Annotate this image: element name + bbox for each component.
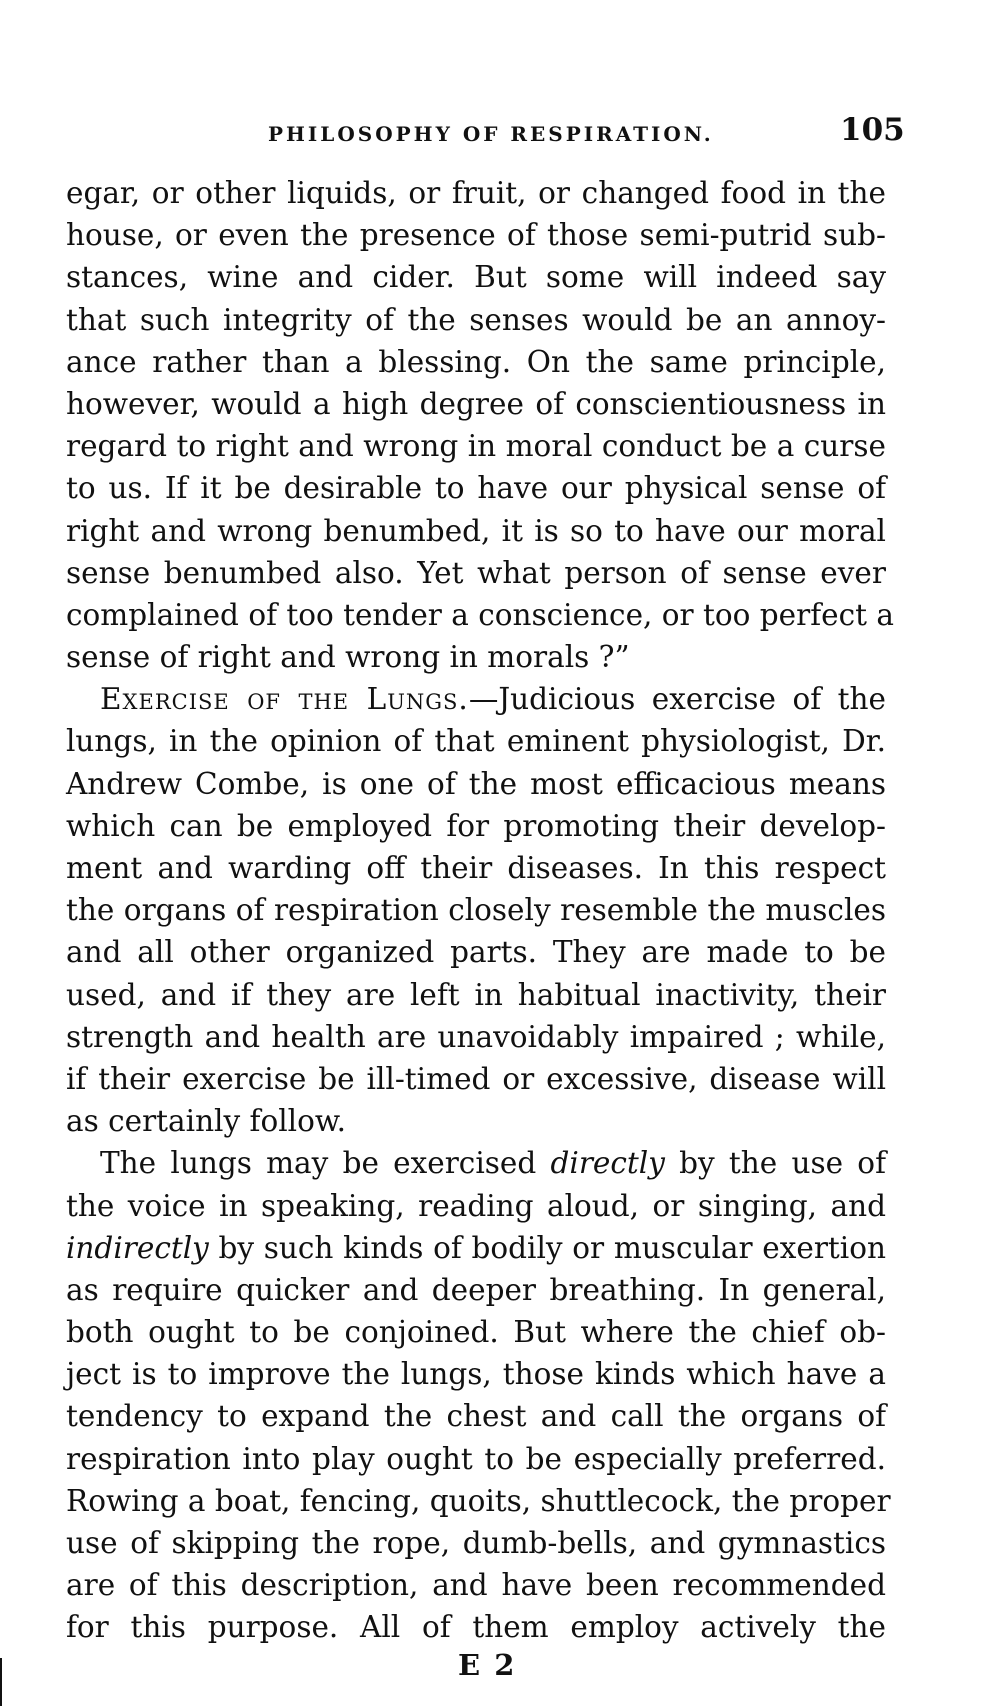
text-line: Rowing a boat, fencing, quoits, shuttlecock, the proper xyxy=(66,1483,891,1518)
text-run: by the use of xyxy=(664,1146,886,1181)
text-line: both ought to be conjoined. But where the chief ob- xyxy=(66,1315,886,1350)
text-line: right and wrong benumbed, it is so to have our moral xyxy=(66,513,886,548)
text-run: —Judicious exercise of the xyxy=(468,682,886,717)
text-line: that such integrity of the senses would be an annoy- xyxy=(66,302,886,337)
text-line: for this purpose. All of them employ actively the xyxy=(66,1610,886,1645)
text-run: The lungs may be exercised xyxy=(100,1146,551,1181)
text-line: lungs, in the opinion of that eminent physiologist, Dr. xyxy=(66,724,886,759)
paragraph-first-line xyxy=(66,678,886,720)
text-line: ment and warding off their diseases. In this respect xyxy=(66,851,886,885)
text-line: egar, or other liquids, or fruit, or changed food in the xyxy=(66,176,886,210)
section-heading: Exercise of the Lungs. xyxy=(100,682,469,717)
text-line: to us. If it be desirable to have our physical sense of xyxy=(66,471,886,506)
text-line: as certainly follow. xyxy=(66,1104,346,1139)
text-line: Andrew Combe, is one of the most efficacious means xyxy=(66,766,886,801)
text-line: strength and health are unavoidably impaired ; while, xyxy=(66,1019,886,1054)
text-line: are of this description, and have been recommended xyxy=(66,1568,886,1603)
text-line: however, would a high degree of conscientiousness in xyxy=(66,386,886,421)
text-line xyxy=(66,1227,886,1269)
text-line: sense benumbed also. Yet what person of sense ever xyxy=(66,555,886,590)
text-line: stances, wine and cider. But some will indeed say xyxy=(66,260,886,295)
text-line: the organs of respiration closely resemble the muscles xyxy=(66,893,886,928)
text-run: by such kinds of bodily or muscular exertion xyxy=(208,1230,886,1265)
running-head xyxy=(0,112,997,152)
text-line: tendency to expand the chest and call the organs of xyxy=(66,1399,886,1434)
text-line: regard to right and wrong in moral conduct be a curse xyxy=(66,429,886,464)
running-title: PHILOSOPHY OF RESPIRATION. xyxy=(268,122,714,146)
text-line: if their exercise be ill-timed or excessive, disease will xyxy=(66,1061,886,1096)
text-line: the voice in speaking, reading aloud, or singing, and xyxy=(66,1188,886,1223)
signature-mark: E 2 xyxy=(458,1648,517,1682)
italic-term: directly xyxy=(550,1146,665,1181)
text-line: complained of too tender a conscience, or too perfect a xyxy=(66,597,894,632)
text-line: used, and if they are left in habitual inactivity, their xyxy=(66,977,886,1012)
text-line: and all other organized parts. They are made to be xyxy=(66,935,886,970)
paragraph-first-line xyxy=(66,1142,886,1184)
body-text xyxy=(66,172,894,1649)
text-line: house, or even the presence of those semi-putrid sub- xyxy=(66,218,886,253)
italic-term: indirectly xyxy=(66,1230,209,1265)
text-line: sense of right and wrong in morals ?” xyxy=(66,640,630,675)
page-number: 105 xyxy=(840,112,905,148)
text-line: as require quicker and deeper breathing. In general, xyxy=(66,1272,886,1307)
text-line: respiration into play ought to be especially preferred. xyxy=(66,1441,886,1476)
text-line: ance rather than a blessing. On the same principle, xyxy=(66,344,886,379)
text-line: use of skipping the rope, dumb-bells, and gymnastics xyxy=(66,1526,886,1560)
text-line: which can be employed for promoting their develop- xyxy=(66,808,886,843)
text-line: ject is to improve the lungs, those kinds which have a xyxy=(66,1357,886,1392)
margin-rule xyxy=(0,1658,2,1706)
